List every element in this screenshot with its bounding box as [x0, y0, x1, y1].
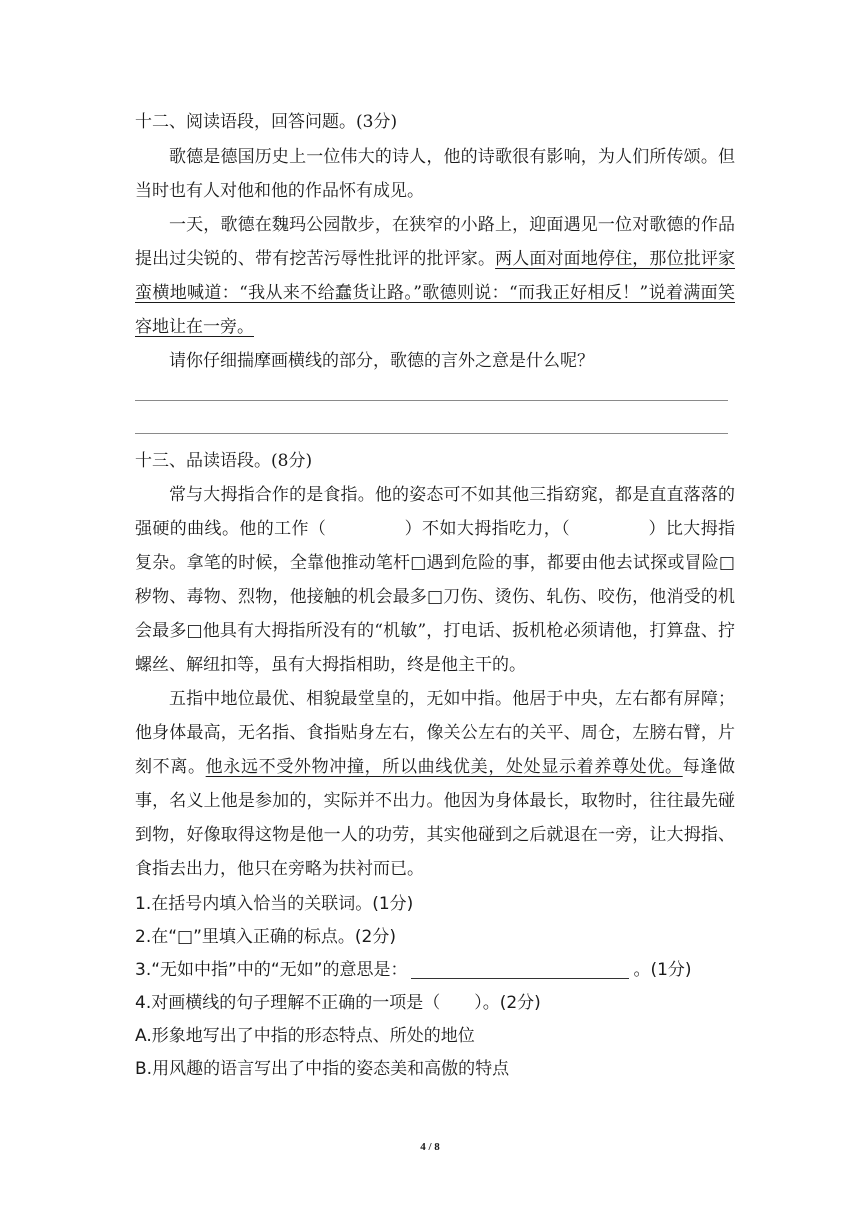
section-13-heading: 十三、品读语段。(8分) [135, 451, 313, 471]
question-3 [135, 958, 692, 982]
question-4-score: ）。(2分) [474, 993, 541, 1013]
section-12-paragraph-1: 歌德是德国历史上一位伟大的诗人，他的诗歌很有影响，为人们所传颂。但当时也有人对他和他的作品怀有成见。 [135, 147, 735, 201]
section-12-paragraph-2 [135, 208, 735, 344]
question-3-score: 。(1分) [633, 960, 692, 980]
section-13-paragraph-1 [135, 478, 735, 682]
section-12-paragraph-2-text: 一天，歌德在魏玛公园散步，在狭窄的小路上，迎面遇见一位对歌德的作品提出过尖锐的、带有挖苦污辱性批评的批评家。 [135, 215, 735, 269]
section-13-passage [135, 478, 735, 886]
section-12-underlined-sentence: 两人面对面地停住，那位批评家蛮横地喊道：“我从来不给蠢货让路。”歌德则说：“而我正好相反！”说着满面笑容地让在一旁。 [135, 249, 736, 337]
section-13-paragraph-2-text: 五指中地位最优、相貌最堂皇的，无如中指。他居于中央，左右都有屏障；他身体最高，无名指、食指贴身左右，像关公左右的关平、周仓，左膀右臂，片刻不离。 [135, 689, 735, 777]
section-12-question: 请你仔细揣摩画横线的部分，歌德的言外之意是什么呢？ [169, 351, 594, 371]
page-number: 4 / 8 [420, 1141, 440, 1153]
question-3-answer-blank[interactable] [411, 960, 629, 979]
section-13-paragraph-1-part-b: ）不如大拇指吃力，（ [404, 519, 571, 539]
option-a: A.形象地写出了中指的形态特点、所处的地位 [135, 1026, 475, 1046]
question-3-text: 3.“无如中指”中的“无如”的意思是： [135, 960, 408, 980]
section-13-paragraph-1-part-a: 常与大拇指合作的是食指。他的姿态可不如其他三指窈窕，都是直直落落的强硬的曲线。他的工作（ [135, 485, 735, 539]
question-2: 2.在“□”里填入正确的标点。(2分) [135, 927, 396, 947]
answer-line-2[interactable] [135, 433, 728, 434]
answer-line-1[interactable] [135, 400, 728, 401]
option-b: B.用风趣的语言写出了中指的姿态美和高傲的特点 [135, 1059, 510, 1079]
question-1: 1.在括号内填入恰当的关联词。(1分) [135, 894, 414, 914]
section-12-heading: 十二、阅读语段，回答问题。(3分) [135, 112, 398, 132]
section-12-passage [135, 140, 735, 378]
section-13-paragraph-2 [135, 682, 735, 886]
question-4 [135, 991, 541, 1015]
question-4-text: 4.对画横线的句子理解不正确的一项是（ [135, 993, 441, 1013]
section-13-underlined-sentence: 他永远不受外物冲撞，所以曲线优美，处处显示着养尊处优。 [205, 757, 683, 777]
section-13-paragraph-2-rest: 每逢做事，名义上他是参加的，实际并不出力。他因为身体最长，取物时，往往最先碰到物，好像取得这物是他一人的功劳，其实他碰到之后就退在一旁，让大拇指、食指去出力，他只在旁略为扶衬而已。 [135, 757, 736, 879]
section-13-paragraph-1-part-c: ）比大拇指复杂。拿笔的时候，全靠他推动笔杆□遇到危险的事，都要由他去试探或冒险□秽物、毒物、烈物，他接触的机会最多□刀伤、烫伤、轧伤、咬伤，他消受的机会最多□他具有大拇指所没有的“机敏”，打电话、扳机枪必须请他，打算盘、拧螺丝、解纽扣等，虽有大拇指相助，终是他主干的。 [135, 519, 736, 675]
